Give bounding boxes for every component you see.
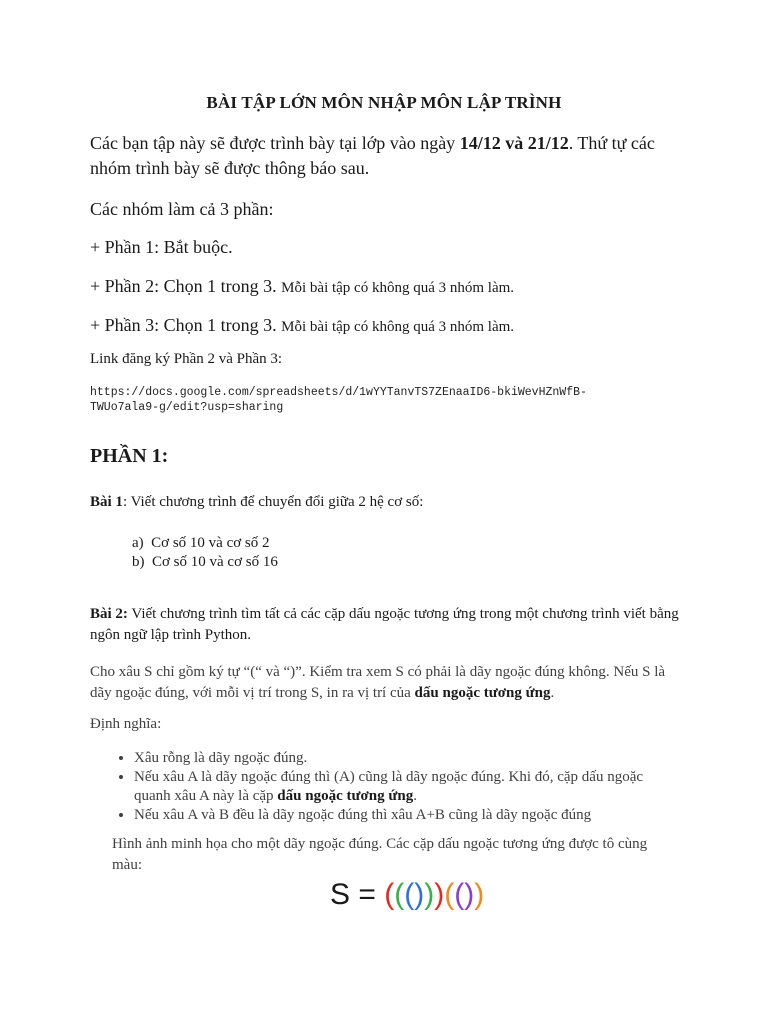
bracket-char: ( [444, 878, 455, 911]
problem-description [90, 662, 680, 704]
bai-1-list [111, 534, 711, 572]
intro-after: . Thứ tự các nhóm trình bày sẽ được thông báo sau. [90, 133, 655, 178]
definition-2-before: Nếu xâu A là dãy ngoặc đúng thì (A) cũng là dãy ngoặc đúng. Khi đó, cặp dấu ngoặc quanh xâu A này là cặp [134, 769, 644, 804]
bracket-char: ( [394, 878, 405, 911]
definition-1: Xâu rỗng là dãy ngoặc đúng. [134, 750, 308, 766]
bracket-char: ) [414, 878, 425, 911]
section-1-heading: PHẦN 1: [90, 445, 169, 467]
illustration-caption: Hình ảnh minh họa cho một dãy ngoặc đúng. Các cặp dấu ngoặc tương ứng được tô cùng màu: [112, 836, 648, 873]
list-item-text: Cơ số 10 và cơ số 16 [152, 554, 278, 570]
part-1-line [90, 235, 690, 260]
list-marker: a) [132, 535, 144, 551]
list-item [132, 553, 711, 572]
definition-3: Nếu xâu A và B đều là dãy ngoặc đúng thì xâu A+B cũng là dãy ngoặc đúng [134, 807, 592, 823]
bracket-char: ) [474, 878, 485, 911]
desc-before: Cho xâu S chỉ gồm ký tự “(“ và “)”. Kiểm tra xem S có phải là dãy ngoặc đúng không. Nếu S là dãy ngoặc đúng, với mỗi vị trí trong S, in ra vị trí của [90, 664, 666, 701]
bracket-char: ( [454, 878, 465, 911]
part-1-label: + Phần 1: Bắt buộc. [90, 237, 233, 257]
desc-bold: dấu ngoặc tương ứng [414, 685, 551, 701]
part-2-note: Mỗi bài tập có không quá 3 nhóm làm. [281, 280, 515, 296]
definition-2-after: . [413, 788, 417, 804]
part-2-label: + Phần 2: Chọn 1 trong 3. [90, 276, 282, 296]
list-marker: b) [132, 554, 145, 570]
intro-before: Các bạn tập này sẽ được trình bày tại lớp vào ngày [90, 133, 460, 153]
bai-1-text: : Viết chương trình để chuyển đổi giữa 2 hệ cơ số: [122, 494, 424, 510]
formula-brackets [384, 878, 484, 911]
link-label: Link đăng ký Phần 2 và Phần 3: [90, 351, 283, 367]
bracket-char: ( [404, 878, 415, 911]
definition-list [112, 749, 682, 825]
bracket-char: ( [384, 878, 395, 911]
bai-2-text: Viết chương trình tìm tất cả các cặp dấu ngoặc tương ứng trong một chương trình viết bằng ngôn ngữ lập trình Python. [90, 606, 679, 643]
bai-2-label: Bài 2: [90, 606, 128, 622]
bai-1-label: Bài 1 [90, 494, 123, 510]
part-2-line [90, 274, 690, 299]
list-item [134, 749, 682, 768]
bracket-char: ) [424, 878, 435, 911]
groups-intro: Các nhóm làm cả 3 phần: [90, 199, 274, 219]
link-url-line2: TWUo7ala9-g/edit?usp=sharing [90, 401, 284, 414]
registration-link[interactable] [90, 385, 710, 415]
definition-2-bold: dấu ngoặc tương ứng [277, 788, 414, 804]
bai-1-statement [90, 492, 690, 513]
list-item [132, 534, 711, 553]
formula-prefix: S = [330, 878, 385, 911]
link-url-line1: https://docs.google.com/spreadsheets/d/1wYYTanvTS7ZEnaaID6-bkiWevHZnWfB- [90, 386, 587, 399]
desc-after: . [550, 685, 555, 701]
bracket-char: ) [434, 878, 445, 911]
list-item [134, 768, 682, 806]
part-3-note: Mỗi bài tập có không quá 3 nhóm làm. [281, 319, 515, 335]
intro-paragraph [90, 131, 690, 181]
bai-2-statement [90, 604, 680, 646]
definition-label: Định nghĩa: [90, 716, 162, 732]
list-item-text: Cơ số 10 và cơ số 2 [151, 535, 270, 551]
list-item [134, 806, 682, 825]
document-title: BÀI TẬP LỚN MÔN NHẬP MÔN LẬP TRÌNH [206, 93, 562, 112]
bracket-char: ) [464, 878, 475, 911]
part-3-label: + Phần 3: Chọn 1 trong 3. [90, 315, 282, 335]
intro-dates: 14/12 và 21/12 [459, 133, 569, 153]
part-3-line [90, 313, 690, 338]
bracket-formula [330, 878, 484, 912]
